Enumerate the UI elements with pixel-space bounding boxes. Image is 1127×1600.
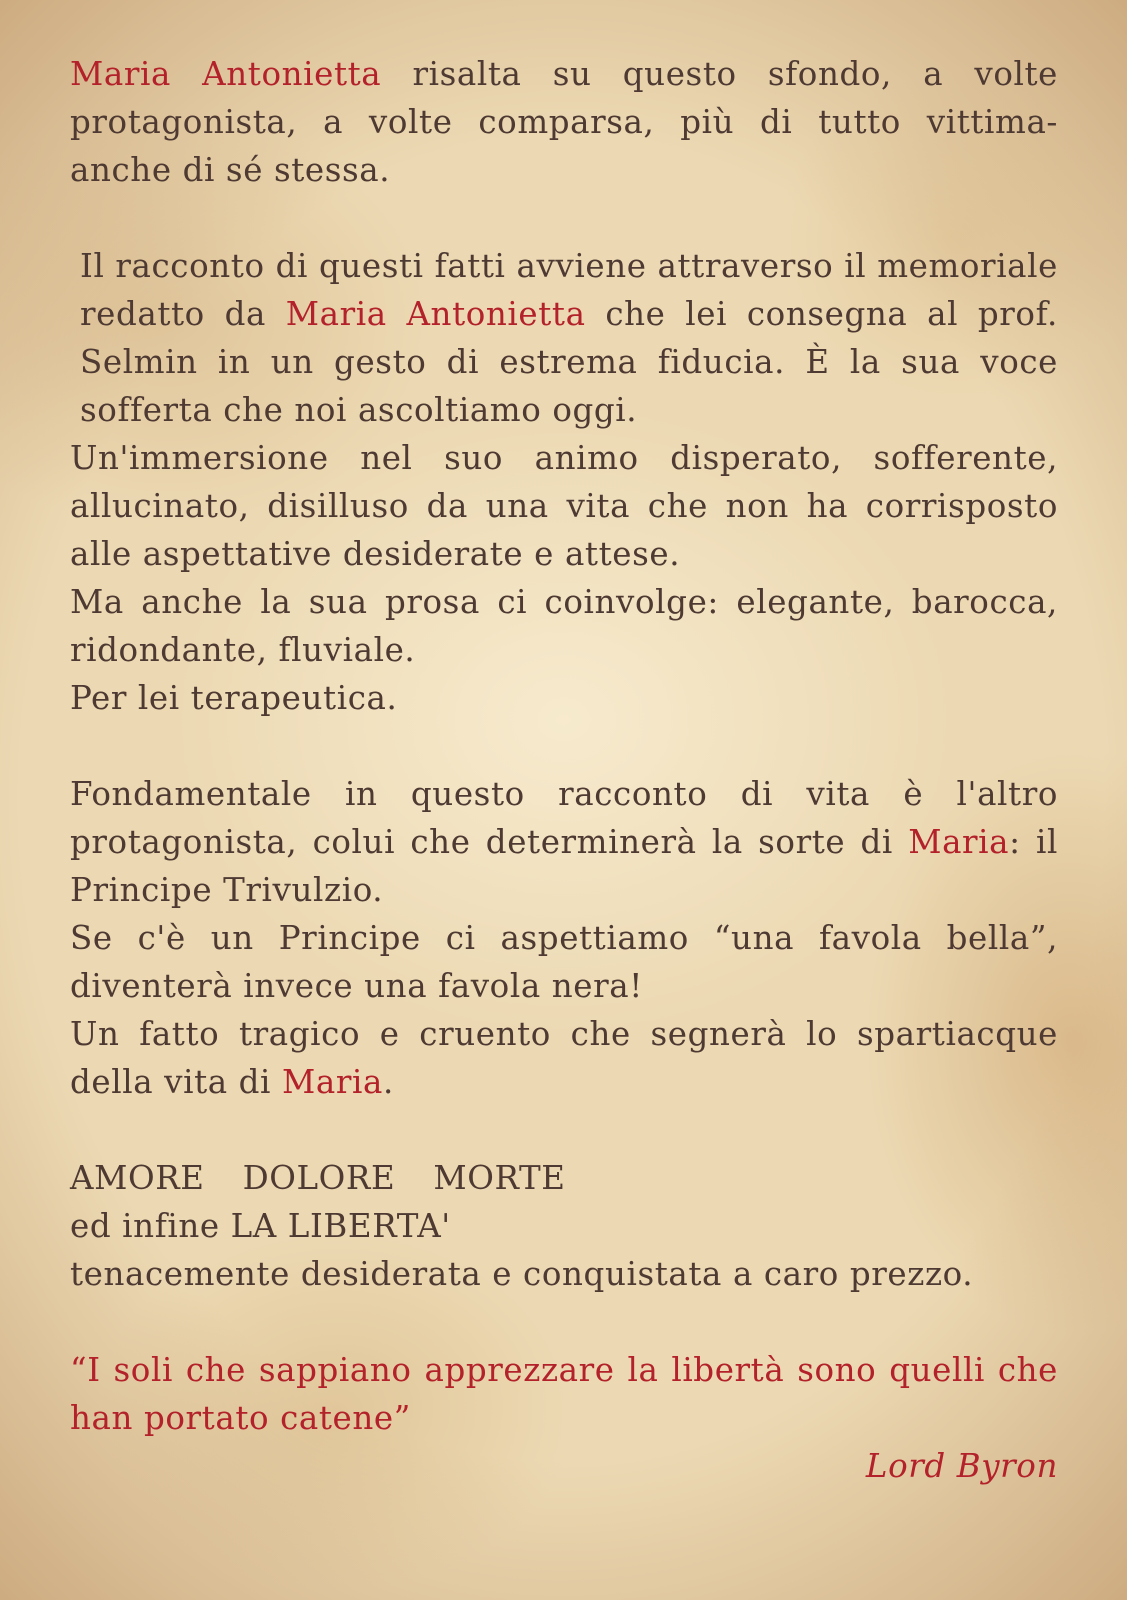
intro-paragraph [70, 50, 1058, 194]
highlighted-name: Maria [908, 823, 1010, 861]
prince-paragraph [70, 770, 1058, 914]
spacer [70, 194, 1058, 242]
memoir-text-a: Il racconto di questi fatti avviene attraverso il memoriale redatto da [80, 247, 1058, 333]
memoir-text-block [70, 50, 1058, 1490]
tragedy-text-b: . [382, 1063, 394, 1101]
memoir-text-b: che lei consegna al prof. Selmin in un gesto di estrema fiducia. È la sua voce sofferta che noi ascoltiamo oggi. [80, 295, 1058, 429]
immersion-paragraph: Un'immersione nel suo animo disperato, sofferente, allucinato, disilluso da una vita che non ha corrisposto alle aspettative desiderate e attese. [70, 439, 1058, 573]
spacer [70, 1298, 1058, 1346]
highlighted-name: Maria Antonietta [70, 55, 382, 93]
quote-author: Lord Byron [865, 1447, 1058, 1485]
byron-quote: “I soli che sappiano apprezzare la libertà sono quelli che han portato catene” [70, 1351, 1058, 1437]
tragedy-text-a: Un fatto tragico e cruento che segnerà lo spartiacque della vita di [70, 1015, 1058, 1101]
intro-text: risalta su questo sfondo, a volte protagonista, a volte comparsa, più di tutto vittima- anche di sé stessa. [70, 55, 1059, 189]
keyword-death: MORTE [433, 1159, 566, 1197]
therapy-line: Per lei terapeutica. [70, 679, 398, 717]
memoir-paragraph [70, 242, 1058, 434]
freedom-line: ed infine LA LIBERTA' [70, 1207, 451, 1245]
spacer [70, 1106, 1058, 1154]
highlighted-name: Maria Antonietta [285, 295, 586, 333]
tragedy-paragraph [70, 1010, 1058, 1106]
highlighted-name: Maria [282, 1063, 383, 1101]
keyword-love: AMORE [70, 1159, 205, 1197]
freedom-description: tenacemente desiderata e conquistata a caro prezzo. [70, 1255, 974, 1293]
prose-paragraph: Ma anche la sua prosa ci coinvolge: elegante, barocca, ridondante, fluviale. [70, 583, 1058, 669]
prince-text-a: Fondamentale in questo racconto di vita è l'altro protagonista, colui che determinerà la sorte di [70, 775, 1058, 861]
fable-paragraph: Se c'è un Principe ci aspettiamo “una favola bella”, diventerà invece una favola nera! [70, 919, 1058, 1005]
spacer [70, 722, 1058, 770]
prince-text-b: : il Principe Trivulzio. [70, 823, 1058, 909]
keywords-line [70, 1154, 1058, 1202]
keyword-pain: DOLORE [242, 1159, 396, 1197]
